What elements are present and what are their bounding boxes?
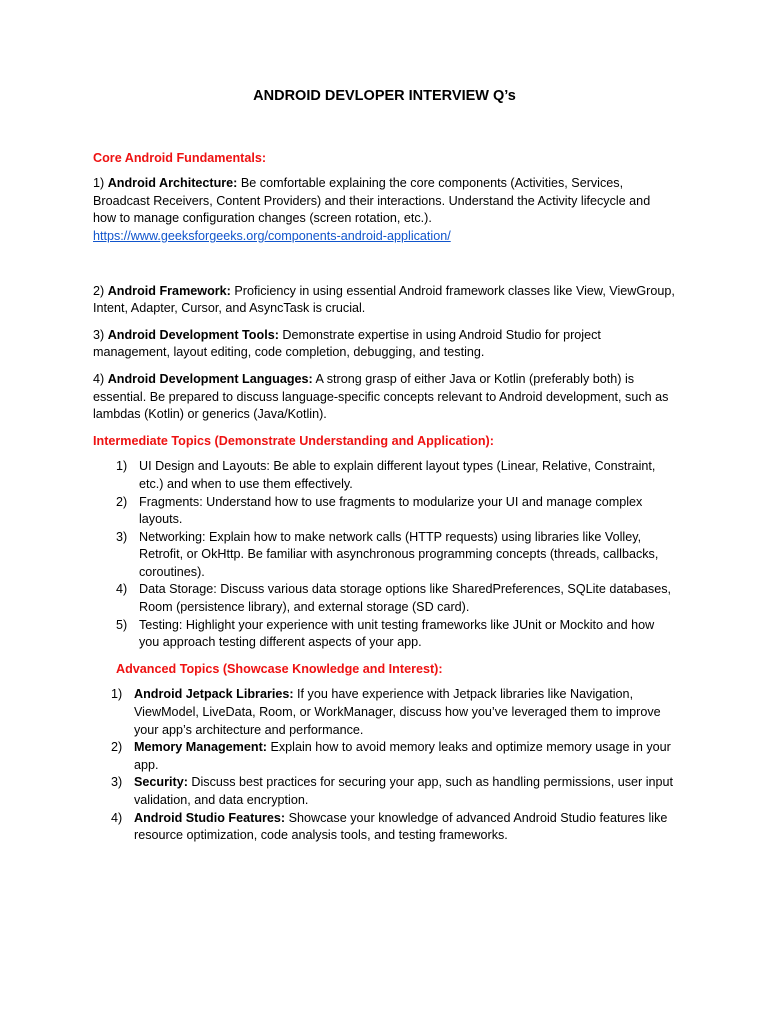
list-item-text: Data Storage: Discuss various data storage options like SharedPreferences, SQLite databases, Room (persistence library), and external storage (SD card). [139,582,672,615]
core-item-text: Demonstrate expertise in using Android Studio for project management, layout editing, code completion, debugging, and testing. [93,327,601,360]
list-item-text: Showcase your knowledge of advanced Android Studio features like resource optimization, code analysis tools, and testing frameworks. [134,810,668,843]
advanced-list [93,686,676,844]
list-item-number: 4) [111,810,123,825]
core-item-term: Android Framework: [107,283,231,298]
list-item-number: 2) [111,740,123,755]
list-item-term: Memory Management: [134,740,267,755]
core-item-term: Android Architecture: [107,176,238,191]
core-item-4 [93,371,676,424]
list-item [93,529,676,582]
list-item [93,739,676,774]
list-item [93,686,676,739]
geeksforgeeks-link[interactable]: https://www.geeksforgeeks.org/components-android-application/ [93,228,451,243]
list-item-number: 1) [111,687,123,702]
core-item-text: Proficiency in using essential Android framework classes like View, ViewGroup, Intent, Adapter, Cursor, and AsyncTask is crucial. [93,283,675,316]
core-item-number: 3) [93,327,105,342]
spacer [93,255,676,283]
list-item-term: Android Studio Features: [134,810,286,825]
list-item-number: 3) [116,529,128,544]
list-item-number: 5) [116,617,128,632]
core-item-number: 1) [93,176,105,191]
core-item-text: Be comfortable explaining the core components (Activities, Services, Broadcast Receivers, Content Providers) and their interactions. Understand the Activity lifecycle and how to manage configuration changes (screen rotation, etc.). [93,176,651,226]
list-item-text: Testing: Highlight your experience with unit testing frameworks like JUnit or Mockito and how you approach testing different aspects of your app. [139,617,655,650]
core-item-2 [93,283,676,318]
core-item-number: 2) [93,283,105,298]
list-item-text: UI Design and Layouts: Be able to explain different layout types (Linear, Relative, Constraint, etc.) and when to use them effectively. [139,459,656,491]
intermediate-section-heading: Intermediate Topics (Demonstrate Understanding and Application): [93,433,494,448]
core-item-text: A strong grasp of either Java or Kotlin (preferably both) is essential. Be prepared to discuss language-specific concepts relevant to Android development, such as lambdas (Kotlin) or generics (Java/Kotlin). [93,371,669,422]
core-item-term: Android Development Tools: [107,327,279,342]
list-item [93,494,676,529]
list-item-text: Fragments: Understand how to use fragments to modularize your UI and manage complex layouts. [139,494,643,527]
list-item-term: Security: [134,775,188,790]
list-item [93,774,676,809]
core-section-heading: Core Android Fundamentals: [93,150,267,165]
list-item [93,617,676,652]
page-title: ANDROID DEVLOPER INTERVIEW Q’s [253,88,516,104]
list-item-number: 2) [116,494,128,509]
list-item [93,458,676,493]
list-item-text: Networking: Explain how to make network calls (HTTP requests) using libraries like Volley, Retrofit, or OkHttp. Be familiar with asynchronous programming concepts (threads, callbacks, coroutines). [139,529,659,579]
advanced-section-heading: Advanced Topics (Showcase Knowledge and Interest): [116,661,443,676]
list-item [93,581,676,616]
core-item-3 [93,327,676,362]
list-item-number: 4) [116,582,128,597]
list-item-text: Discuss best practices for securing your app, such as handling permissions, user input validation, and data encryption. [134,775,673,807]
core-item-1 [93,175,676,245]
list-item-number: 3) [111,775,123,790]
list-item-text: Explain how to avoid memory leaks and optimize memory usage in your app. [134,740,671,772]
intermediate-list [93,458,676,652]
core-item-number: 4) [93,371,105,386]
list-item-term: Android Jetpack Libraries: [134,687,294,702]
list-item-text: If you have experience with Jetpack libraries like Navigation, ViewModel, LiveData, Room, or WorkManager, discuss how you’ve leveraged them to improve your app’s architecture and performance. [134,687,661,737]
list-item [93,810,676,845]
core-item-term: Android Development Languages: [107,371,313,386]
list-item-number: 1) [116,459,128,474]
